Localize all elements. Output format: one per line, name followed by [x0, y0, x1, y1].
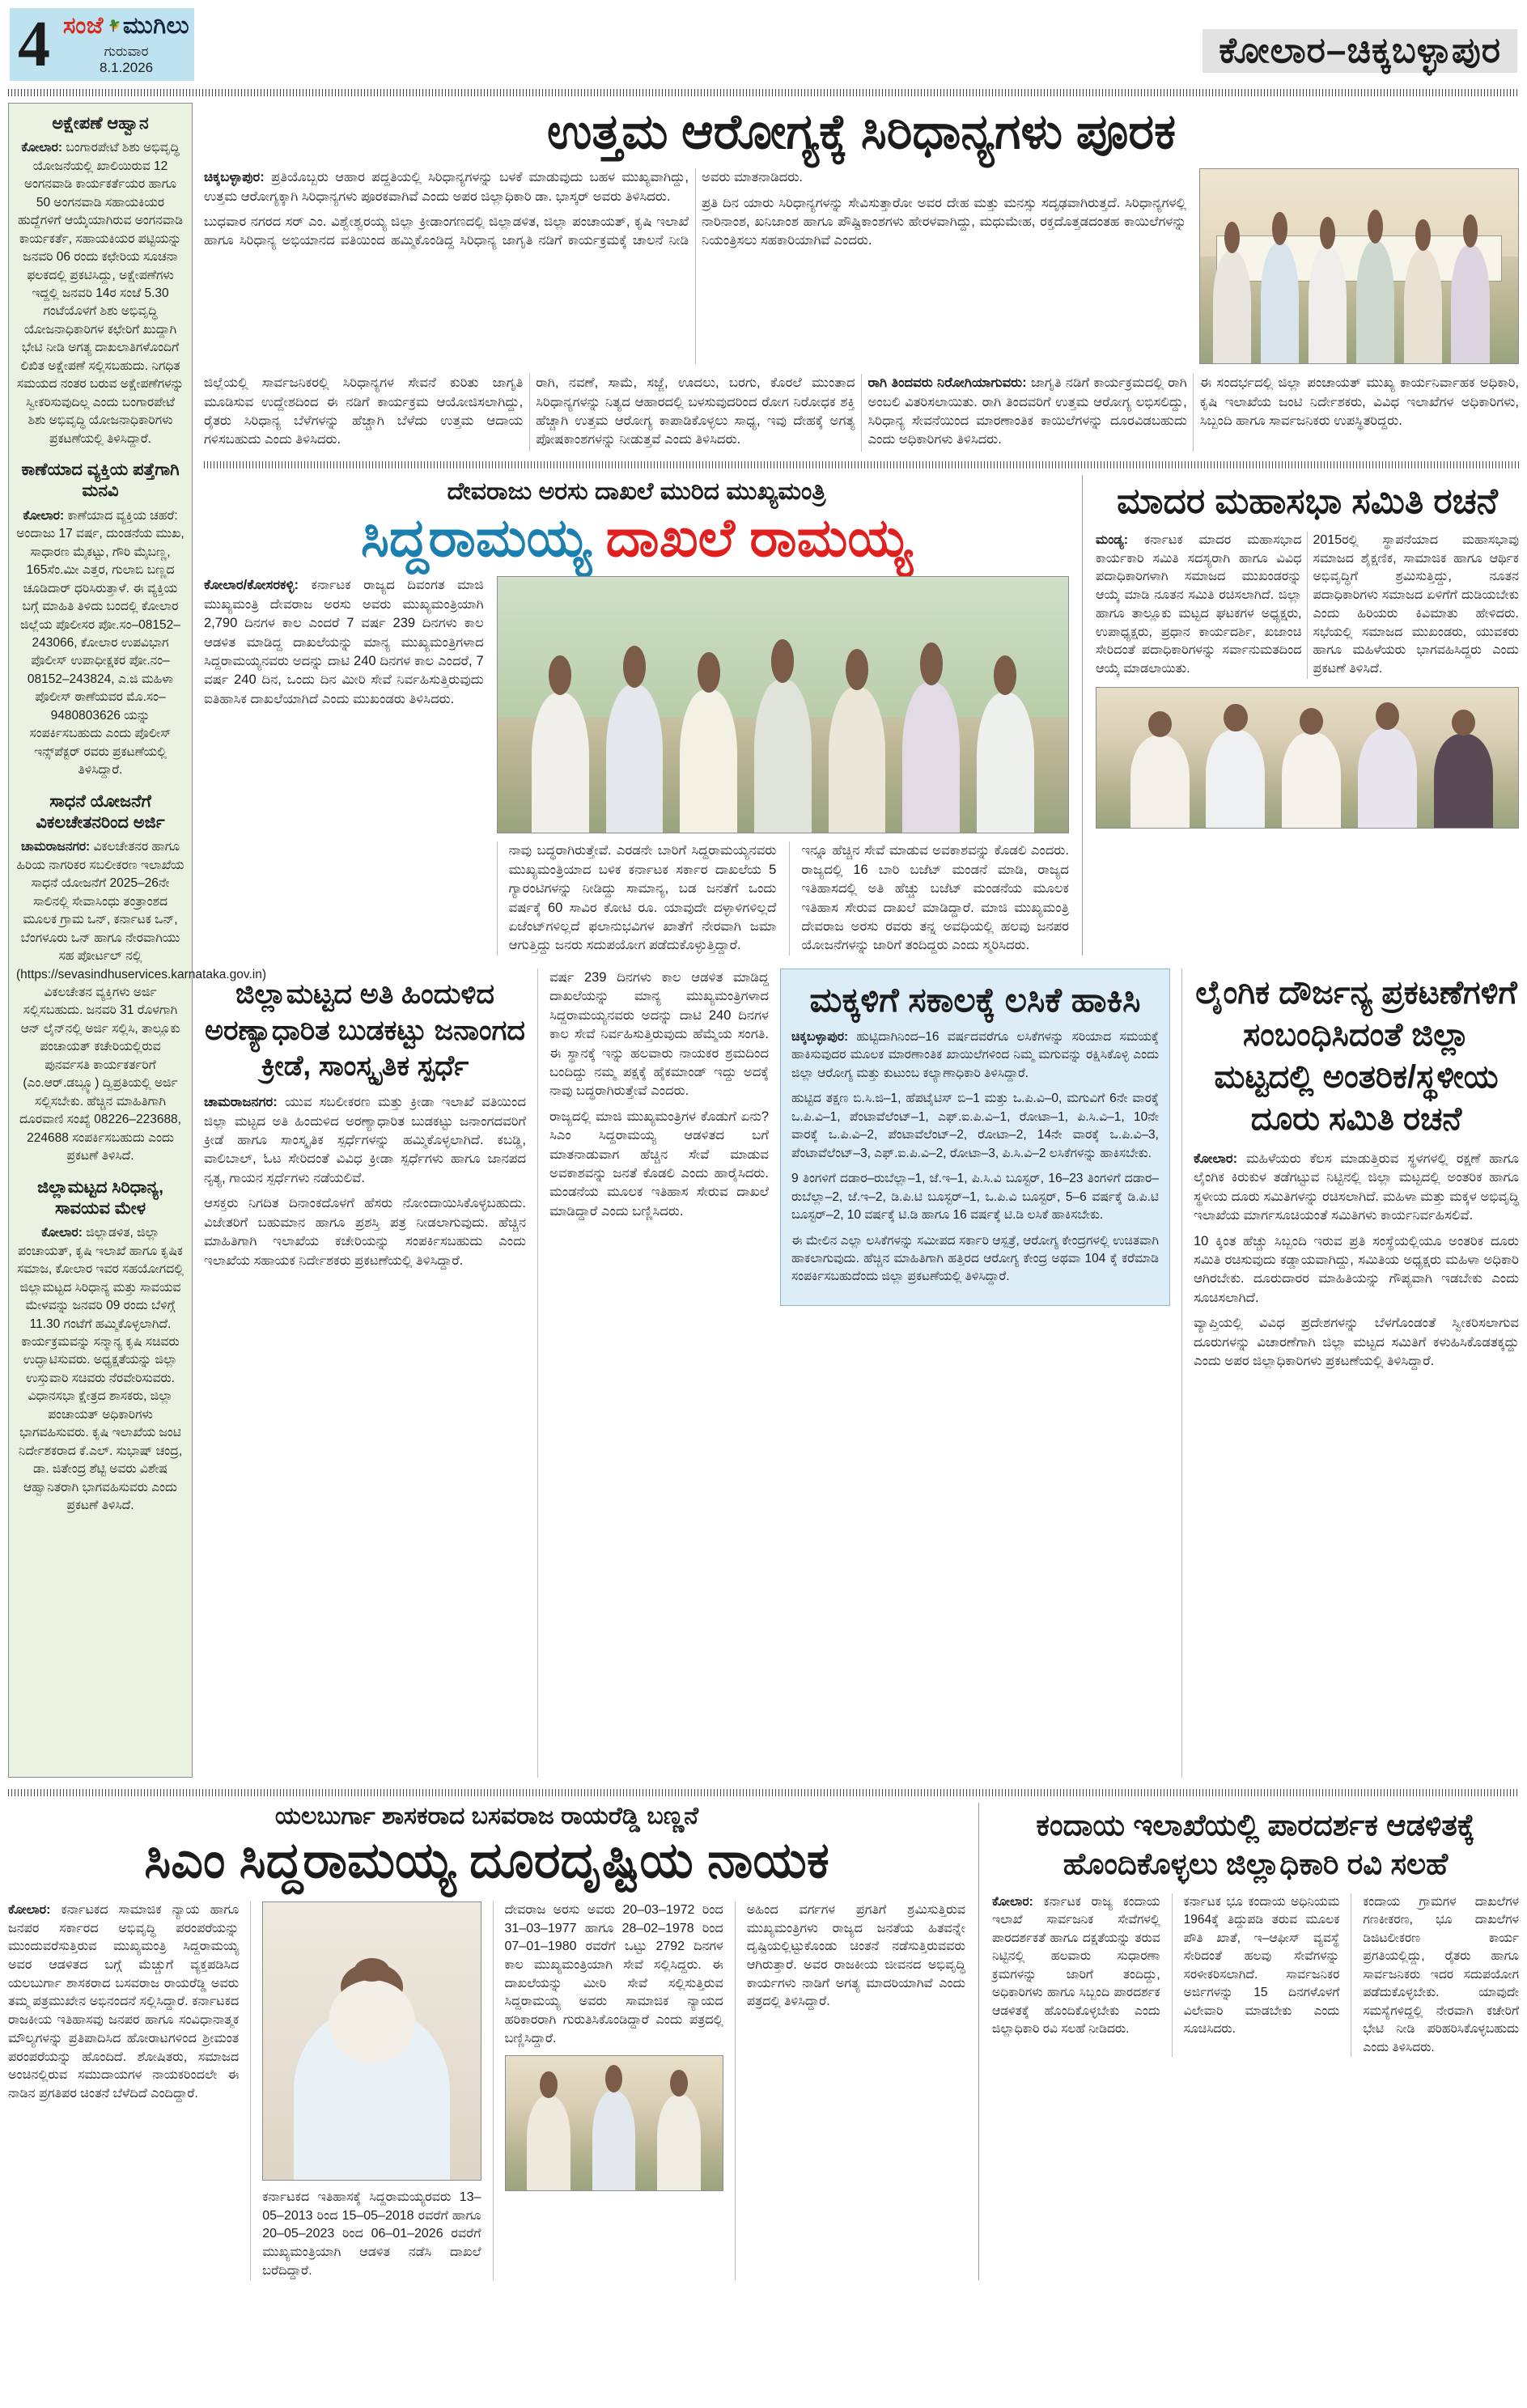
paragraph: [204, 576, 484, 709]
brief-dateline: ಕೋಲಾರ:: [41, 1226, 83, 1240]
tribal-headline: ಜಿಲ್ಲಾಮಟ್ಟದ ಅತಿ ಹಿಂದುಳಿದ ಅರಣ್ಯಾಧಾರಿತ ಬುಡಕಟ್ಟು ಜನಾಂಗದ ಕ್ರೀಡೆ, ಸಾಂಸ್ಕೃತಿಕ ಸ್ಪರ್ಧೆ: [204, 977, 526, 1083]
millets-walkathon-photo: [1199, 168, 1519, 364]
person-figure: [1358, 728, 1417, 828]
person-figure: [1213, 251, 1251, 363]
cm-article-body: [8, 1901, 965, 2281]
record-headline-red: ದಾಖಲೆ ರಾಮಯ್ಯ: [605, 507, 913, 568]
horizontal-rule-bottom: [8, 1789, 1519, 1796]
second-row: [204, 475, 1519, 956]
revenue-article-body: [992, 1893, 1519, 2057]
record-kicker: ದೇವರಾಜು ಅರಸು ದಾಖಲೆ ಮುರಿದ ಮುಖ್ಯಮಂತ್ರಿ: [447, 478, 826, 506]
main-area: [204, 103, 1519, 1778]
brief-item: [16, 113, 185, 448]
siddaramaiah-portrait-photo: [262, 1901, 481, 2181]
brief-text: ಜಿಲ್ಲಾಡಳಿತ, ಜಿಲ್ಲಾ ಪಂಚಾಯತ್, ಕೃಷಿ ಇಲಾಖೆ ಹಾಗೂ ಕೃಷಿಕ ಸಮಾಜ, ಕೋಲಾರ ಇವರ ಸಹಯೋಗದಲ್ಲಿ ಜಿಲ್ಲಾಮಟ್ಟದ ಸಿರಿಧಾನ್ಯ ಮತ್ತು ಸಾವಯವ ಮೇಳವನ್ನು ಜನವರಿ 09 ರಂದು ಬೆಳಿಗ್ಗೆ 11.30 ಗಂಟೆಗೆ ಹಮ್ಮಿಕೊಳ್ಳಲಾಗಿದೆ. ಕಾರ್ಯಕ್ರಮವನ್ನು ಸನ್ಮಾನ್ಯ ಕೃಷಿ ಸಚಿವರು ಉದ್ಘಾಟಿಸುವರು. ಅಧ್ಯಕ್ಷತೆಯನ್ನು ಜಿಲ್ಲಾ ಉಸ್ತುವಾರಿ ಸಚಿವರು ನೆರವೇರಿಸುವರು. ವಿಧಾನಸಭಾ ಕ್ಷೇತ್ರದ ಶಾಸಕರು, ಜಿಲ್ಲಾ ಪಂಚಾಯತ್ ಅಧಿಕಾರಿಗಳು ಭಾಗವಹಿಸುವರು. ಕೃಷಿ ಇಲಾಖೆಯ ಜಂಟಿ ನಿರ್ದೇಶಕರಾದ ಕೆ.ಎಲ್. ಸುಭಾಷ್ ಚಂದ್ರ, ಡಾ. ಜಿತೇಂದ್ರ ಶೆಟ್ಟಿ ಅವರು ವಿಶೇಷ ಆಹ್ವಾನಿತರಾಗಿ ಭಾಗವಹಿಸುವರು ಎಂದು ಪ್ರಕಟಣೆ ತಿಳಿಸಿದೆ.: [17, 1226, 184, 1513]
person-figure: [829, 687, 886, 833]
paragraph: ಕರ್ನಾಟಕ ಭೂ ಕಂದಾಯ ಅಧಿನಿಯಮ 1964ಕ್ಕೆ ತಿದ್ದುಪಡಿ ತರುವ ಮೂಲಕ ಪೌತಿ ಖಾತೆ, ಇ–ಆಫೀಸ್ ವ್ಯವಸ್ಥೆ ಸೇರಿದಂತೆ ಹಲವು ಸೇವೆಗಳನ್ನು ಸರಳೀಕರಿಸಲಾಗಿದೆ. ಸಾರ್ವಜನಿಕರ ಅರ್ಜಿಗಳನ್ನು 15 ದಿನಗಳೊಳಗೆ ವಿಲೇವಾರಿ ಮಾ‍ಡಬೇಕು ಎಂದು ಸೂಚಿಸಿದರು.: [1183, 1895, 1340, 2037]
paragraph: ಆಸಕ್ತರು ನಿಗದಿತ ದಿನಾಂಕದೊಳಗೆ ಹೆಸರು ನೋಂದಾಯಿಸಿಕೊಳ್ಳಬಹುದು. ವಿಜೇತರಿಗೆ ಬಹುಮಾನ ಹಾಗೂ ಪ್ರಶಸ್ತಿ ಪತ್ರ ನೀಡಲಾಗುವುದು. ಹೆಚ್ಚಿನ ಮಾಹಿತಿಗಾಗಿ ಇಲಾಖೆಯ ಕಚೇರಿಯನ್ನು ಸಂಪರ್ಕಿಸಬಹುದು ಎಂದು ಇಲಾಖೆಯ ಸಹಾಯಕ ನಿರ್ದೇಶಕರು ಪ್ರಕಟಣೆಯಲ್ಲಿ ತಿಳಿಸಿದ್ದಾರೆ.: [204, 1196, 526, 1268]
paper-title-black: ಮುಗಿಲು: [122, 13, 190, 40]
inline-subhead: ರಾಗಿ ತಿಂದವರು ನಿರೋಗಿಯಾಗುವರು:: [867, 375, 1027, 391]
brief-text: ಬಂಗಾರಪೇಟೆ ಶಿಶು ಅಭಿವೃದ್ಧಿ ಯೋಜನೆಯಲ್ಲಿ ಖಾಲಿಯಿರುವ 12 ಅಂಗನವಾಡಿ ಕಾರ್ಯಕರ್ತೆಯರ ಹಾಗೂ 50 ಅಂಗನವಾಡಿ ಸಹಾಯಕಿಯರ ಹುದ್ದೆಗಳಿಗೆ ಆಯ್ಕೆಯಾಗಿರುವ ಅಂಗನವಾಡಿ ಕಾರ್ಯಕರ್ತೆ, ಸಹಾಯಕಿಯರ ಪಟ್ಟಿಯನ್ನು ಜನವರಿ 06 ರಂದು ಕಛೇರಿಯ ಸೂಚನಾ ಫಲಕದಲ್ಲಿ ಪ್ರಕಟಿಸಿದ್ದು, ಅಕ್ಷೇಪಣೆಗಳು ಇದ್ದಲ್ಲಿ ಜನವರಿ 14ರ ಸಂಜೆ 5.30 ಗಂಟೆಯೊಳಗೆ ಶಿಶು ಅಭಿವೃದ್ಧಿ ಯೋಜನಾಧಿಕಾರಿಗಳ ಕಛೇರಿಗೆ ಖುದ್ದಾಗಿ ಭೇಟಿ ನೀಡಿ ಅಗತ್ಯ ದಾಖಲಾತಿಗಳೊಂದಿಗೆ ಲಿಖಿತ ಅಕ್ಷೇಪಣೆ ಸಲ್ಲಿಸಬಹುದು. ನಿಗಧಿತ ಸಮಯದ ನಂತರ ಬರುವ ಅಕ್ಷೇಪಣೆಗಳನ್ನು ಸ್ವೀಕರಿಸುವುದಿಲ್ಲ ಎಂದು ಬಂಗಾರಪೇಟೆ ಶಿಶು ಅಭಿವೃದ್ಧಿ ಯೋಜನಾಧಿಕಾರಿಗಳು ಪ್ರಕಟಣೆಯಲ್ಲಿ ತಿಳಿಸಿದ್ದಾರೆ.: [16, 141, 185, 446]
person-figure: [1356, 241, 1394, 363]
person-figure: [1309, 247, 1347, 363]
paragraph: ರಾಗಿ, ನವಣೆ, ಸಾಮೆ, ಸಜ್ಜೆ, ಊದಲು, ಬರಗು, ಕೊರಲೆ ಮುಂತಾದ ಸಿರಿಧಾನ್ಯಗಳನ್ನು ನಿತ್ಯದ ಆಹಾರದಲ್ಲಿ ಬಳಸುವುದರಿಂದ ರೋಗ ನಿರೋಧಕ ಶಕ್ತಿ ಹೆಚ್ಚಾಗಿ ಉತ್ತಮ ಆರೋಗ್ಯ ಕಾಪಾಡಿಕೊಳ್ಳಲು ಸಾಧ್ಯ, ಇವು ದೇಹಕ್ಕೆ ಅಗತ್ಯ ಪೋಷಕಾಂಶಗಳನ್ನು ನೀಡುತ್ತವೆ ಎಂದು ತಿಳಿಸಿದರು.: [536, 375, 855, 447]
paragraph: [868, 374, 1187, 450]
paragraph: [992, 1893, 1160, 2039]
revenue-col-1: [992, 1893, 1160, 2057]
lead-headline: ಉತ್ತಮ ಆರೋಗ್ಯಕ್ಕೆ ಸಿರಿಧಾನ್ಯಗಳು ಪೂರಕ: [546, 104, 1177, 159]
harassment-headline: ಲೈಂಗಿಕ ದೌರ್ಜನ್ಯ ಪ್ರಕಟಣೆಗಳಿಗೆ ಸಂಬಂಧಿಸಿದಂತೆ ಜಿಲ್ಲಾ ಮಟ್ಟದಲ್ಲಿ ಅಂತರಿಕ/ಸ್ಥಳೀಯ ದೂರು ಸಮಿತಿ ರಚನೆ: [1195, 974, 1517, 1137]
cm-headline: ಸಿಎಂ ಸಿದ್ದರಾಮಯ್ಯ ದೂರದೃಷ್ಟಿಯ ನಾಯಕ: [144, 1832, 829, 1889]
paragraph: ವರ್ಷ 239 ದಿನಗಳು ಕಾಲ ಆಡಳಿತ ಮಾಡಿದ್ದ ದಾಖಲೆಯನ್ನು ಮಾನ್ಯ ಮುಖ್ಯಮಂತ್ರಿಗಳಾದ ಸಿದ್ದರಾಮಯ್ಯನವರು ಅದನ್ನು ದಾಟಿ 240 ದಿನಗಳ ಕಾಲ ಸೇವೆ ನಿರ್ವಹಿಸುತ್ತಿರುವುದು ಹೆಮ್ಮೆಯ ಸಂಗತಿ. ಈ ಸ್ಥಾನಕ್ಕೆ ಇನ್ನು ಹಲವಾರು ನಾಯಕರ ಶ್ರಮದಿಂದ ಬಂದಿದ್ದು ನಮ್ಮ ಪಕ್ಷಕ್ಕೆ ಹೈಕಮಾಂಡ್ ಇದ್ದು ಅದಕ್ಕೆ ನಾವು ಬದ್ಧರಾಗಿರುತ್ತೇವೆ ಎಂದರು.: [549, 969, 769, 1099]
person-figure: [606, 685, 664, 833]
vaccine-box: [780, 969, 1170, 1306]
brief-title: ಕಾಣೆಯಾದ ವ್ಯಕ್ತಿಯ ಪತ್ತೆಗಾಗಿ ಮನವಿ: [21, 460, 180, 501]
revenue-headline: ಕಂದಾಯ ಇಲಾಖೆಯಲ್ಲಿ ಪಾರದರ್ಶಕ ಆಡಳಿತಕ್ಕೆ ಹೊಂದಿಕೊಳ್ಳಲು ಜಿಲ್ಲಾಧಿಕಾರಿ ರವಿ ಸಲಹೆ: [1036, 1808, 1475, 1880]
paragraph: [204, 1093, 526, 1188]
paragraph: ಪ್ರತಿ ದಿನ ಯಾರು ಸಿರಿಧಾನ್ಯಗಳನ್ನು ಸೇವಿಸುತ್ತಾರೋ ಅವರ ದೇಹ ಮತ್ತು ಮನಸ್ಸು ಸದೃಢವಾಗಿರುತ್ತದೆ. ಸಿರಿಧಾನ್ಯಗಳಲ್ಲಿ ನಾರಿನಾಂಶ, ಖನಿಜಾಂಶ ಹಾಗೂ ಪೌಷ್ಟಿಕಾಂಶಗಳು ಹೇರಳವಾಗಿದ್ದು, ಮಧುಮೇಹ, ರಕ್ತದೊತ್ತಡದಂತಹ ಕಾಯಿಲೆಗಳನ್ನು ನಿಯಂತ್ರಿಸಲು ಸಹಕಾರಿಯಾಗಿವೆ ಎಂದರು.: [702, 195, 1186, 248]
person-figure: [977, 693, 1034, 833]
person-figure: [1404, 249, 1442, 364]
body-text: ಕರ್ನಾಟಕದ ಸಾಮಾಜಿಕ ನ್ಯಾಯ ಹಾಗೂ ಜನಪರ ಸರ್ಕಾರದ ಅಭಿವೃದ್ಧಿ ಪರಂಪರೆಯನ್ನು ಮುಂದುವರೆಸುತ್ತಿರುವ ಮುಖ್ಯಮಂತ್ರಿ ಸಿದ್ದರಾಮಯ್ಯ ಅವರ ಆಡಳಿತದ ಬಗ್ಗೆ ಮೆಚ್ಚುಗೆ ವ್ಯಕ್ತಪಡಿಸಿದ ಯಲಬುರ್ಗಾ ಶಾಸಕರಾದ ಬಸವರಾಜ ರಾಯರೆಡ್ಡಿ ಅವರು ತಮ್ಮ ಪತ್ರಮುಖೇನ ಅಭಿನಂದನೆ ಸಲ್ಲಿಸಿದ್ದಾರೆ. ಕರ್ನಾಟಕದ ರಾಜಕೀಯ ಇತಿಹಾಸವು ಜನಪರ ಹಾಗೂ ಸಂವಿಧಾನಾತ್ಮಕ ಮೌಲ್ಯಗಳನ್ನು ಪ್ರತಿಪಾದಿಸಿದ ಹೋರಾಟಗಳಿಂದ ಶ್ರೀಮಂತ ಪರಂಪರೆಯನ್ನು ಹೊಂದಿದೆ. ಶೋಷಿತರು, ಸಮಾಜದ ಅಂಚಿನಲ್ಲಿರುವ ಸಮುದಾಯಗಳ ನಾಯಕರಿಂದಲೇ ಈ ನಾಡಿನ ಪ್ರಗತಿಪರ ಚಿಂತನೆ ಬೆಳೆದಿದೆ ಎಂದಿದ್ದಾರೆ.: [8, 1902, 240, 2101]
person-figure: [527, 2096, 571, 2190]
page-number: 4: [18, 9, 50, 80]
madara-committee-photo: [1096, 687, 1519, 829]
person-figure: [1451, 245, 1489, 363]
paragraph: [204, 168, 689, 206]
cm-col-1: [8, 1901, 239, 2281]
third-row: [204, 969, 1519, 1778]
cm-col-4: [735, 1901, 965, 2281]
record-headline: [204, 509, 1069, 566]
person-figure: [1434, 734, 1493, 828]
dateline: ಚಿಕ್ಕಬಳ್ಳಾಪುರ:: [791, 1029, 849, 1044]
brief-title: ಸಾಧನೆ ಯೋಜನೆಗೆ ವಿಕಲಚೇತನರಿಂದ ಅರ್ಜಿ: [36, 791, 165, 832]
paragraph: ನಾವು ಬದ್ಧರಾಗಿರುತ್ತೇವೆ. ಎರಡನೇ ಬಾರಿಗೆ ಸಿದ್ದರಾಮಯ್ಯನವರು ಮುಖ್ಯಮಂತ್ರಿಯಾದ ಬಳಿಕ ಕರ್ನಾಟಕ ಸರ್ಕಾರ ದಾಖಲೆಯ 5 ಗ್ಯಾರಂಟಿಗಳನ್ನು ನೀಡಿದ್ದು ಸಾಮಾನ್ಯ, ಬಡ ಜನತೆಗೆ ಒಂದು ವರ್ಷಕ್ಕೆ 60 ಸಾವಿರ ಕೋಟಿ ರೂ. ಯಾವುದೇ ದಳ್ಳಾಳಿಗಳಿಲ್ಲದೆ ಏಜೆಂಟ್‌ಗಳಿಲ್ಲದೆ ಫಲಾನುಭವಿಗಳ ಖಾತೆಗೆ ನೇರವಾಗಿ ಜಮಾ ಆಗುತ್ತಿದ್ದು ಜನರು ಸದುಪಯೋಗ ಪಡೆದುಕೊಳ್ಳುತ್ತಿದ್ದಾರೆ.: [508, 843, 777, 953]
body-text: ಯುವ ಸಬಲೀಕರಣ ಮತ್ತು ಕ್ರೀಡಾ ಇಲಾಖೆ ವತಿಯಿಂದ ಜಿಲ್ಲಾ ಮಟ್ಟದ ಅತಿ ಹಿಂದುಳಿದ ಅರಣ್ಯಾಧಾರಿತ ಬುಡಕಟ್ಟು ಜನಾಂಗದವರಿಗೆ ಕ್ರೀಡೆ ಹಾಗೂ ಸಾಂಸ್ಕೃತಿಕ ಸ್ಪರ್ಧೆಗಳನ್ನು ಹಮ್ಮಿಕೊಳ್ಳಲಾಗಿದೆ. ಕಬಡ್ಡಿ, ವಾಲಿಬಾಲ್, ಓಟ ಸೇರಿದಂತೆ ವಿವಿಧ ಕ್ರೀಡಾ ಸ್ಪರ್ಧೆಗಳು ಹಾಗೂ ಜಾನಪದ ನೃತ್ಯ, ಗಾಯನ ಸ್ಪರ್ಧೆಗಳು ನಡೆಯಲಿವೆ.: [204, 1095, 526, 1185]
dateline: ಮಂಡ್ಯ:: [1096, 533, 1129, 548]
paragraph: ಇನ್ನೂ ಹೆಚ್ಚಿನ ಸೇವೆ ಮಾಡುವ ಅವಕಾಶವನ್ನು ಕೊಡಲಿ ಎಂದರು. ರಾಜ್ಯದಲ್ಲಿ 16 ಬಾರಿ ಬಜೆಟ್ ಮಂಡನೆ ಮಾಡಿ, ರಾಜ್ಯದ ಇತಿಹಾಸದಲ್ಲಿ ಅತಿ ಹೆಚ್ಚು ಬಜೆಟ್ ಮಂಡನೆಯ ಮೂಲಕ ಇತಿಹಾಸ ಸೇರುವ ದಾಖಲೆ ಮಾಡಿದ್ದಾರೆ. ಮಾಜಿ ಮುಖ್ಯಮಂತ್ರಿ ದೇವರಾಜ ಅರಸು ರವರು ತನ್ನ ಅವಧಿಯಲ್ಲಿ ಹಲವು ಜನಪರ ಯೋಜನೆಗಳನ್ನು ಜಾರಿಗೆ ತಂದಿದ್ದರು ಎಂದು ಸ್ಮರಿಸಿದರು.: [801, 843, 1069, 953]
record-article-continuation: [537, 969, 769, 1778]
page-header: [8, 5, 1519, 86]
revenue-col-2: [1172, 1893, 1340, 2057]
person-figure: [592, 2091, 636, 2190]
person-figure: [902, 682, 960, 833]
brief-title: ಅಕ್ಷೇಪಣೆ ಆಹ್ವಾನ: [52, 114, 149, 133]
harassment-article: [1181, 969, 1519, 1778]
madara-article-body: [1096, 532, 1519, 679]
brief-dateline: ಚಾಮರಾಜನಗರ:: [20, 840, 91, 854]
lead-article: [204, 103, 1519, 451]
vaccine-article: [780, 969, 1170, 1778]
paragraph: ಈ ಸಂದರ್ಭದಲ್ಲಿ ಜಿಲ್ಲಾ ಪಂಚಾಯತ್ ಮುಖ್ಯ ಕಾರ್ಯನಿರ್ವಾಹಕ ಅಧಿಕಾರಿ, ಕೃಷಿ ಇಲಾಖೆಯ ಜಂಟಿ ನಿರ್ದೇಶಕರು, ವಿವಿಧ ಇಲಾಖೆಗಳ ಅಧಿಕಾರಿಗಳು, ಸಿಬ್ಬಂದಿ ಹಾಗೂ ಸಾರ್ವಜನಿಕರು ಉಪಸ್ಥಿತರಿದ್ದರು.: [1199, 375, 1519, 429]
masthead-date: 8.1.2026: [99, 59, 154, 75]
lead-article-body: [204, 374, 1519, 451]
letter-presentation-photo: [505, 2055, 723, 2191]
tribal-article: [204, 969, 526, 1778]
person-figure: [754, 680, 812, 833]
content-top: [8, 103, 1519, 1778]
paragraph: ಕಂದಾಯ ಗ್ರಾಮಗಳ ದಾಖಲೆಗಳ ಗಣಕೀಕರಣ, ಭೂ ದಾಖಲೆಗಳ ಡಿಜಿಟಲೀಕರಣ ಕಾರ್ಯ ಪ್ರಗತಿಯಲ್ಲಿದ್ದು, ರೈತರು ಹಾಗೂ ಸಾರ್ವಜನಿಕರು ಇದರ ಸದುಪಯೋಗ ಪಡೆದುಕೊಳ್ಳಬೇಕು. ಯಾವುದೇ ಸಮಸ್ಯೆಗಳಿದ್ದಲ್ಲಿ ನೇರವಾಗಿ ಕಚೇರಿಗೆ ಭೇಟಿ ನೀಡಿ ಪರಿಹರಿಸಿಕೊಳ್ಳಬಹುದು ಎಂದು ತಿಳಿಸಿದರು.: [1363, 1895, 1519, 2054]
paragraph: 10 ಕ್ಕಿಂತ ಹೆಚ್ಚು ಸಿಬ್ಬಂದಿ ಇರುವ ಪ್ರತಿ ಸಂಸ್ಥೆಯಲ್ಲಿಯೂ ಅಂತರಿಕ ದೂರು ಸಮಿತಿ ರಚಿಸುವುದು ಕಡ್ಡಾಯವಾಗಿದ್ದು, ಸಮಿತಿಯ ಅಧ್ಯಕ್ಷರು ಮಹಿಳಾ ಅಧಿಕಾರಿ ಆಗಿರಬೇಕು. ದೂರುದಾರರ ಮಾಹಿತಿಯನ್ನು ಗೌಪ್ಯವಾಗಿ ಇಡಬೇಕು ಎಂದು ಸೂಚಿಸಲಾಗಿದೆ.: [1194, 1233, 1519, 1305]
person-figure: [1130, 736, 1190, 828]
body-text: ಕರ್ನಾಟಕ ರಾಜ್ಯದ ದಿವಂಗತ ಮಾಜಿ ಮುಖ್ಯಮಂತ್ರಿ ದೇವರಾಜ ಅರಸು ಅವರು ಮುಖ್ಯಮಂತ್ರಿಯಾಗಿ 2,790 ದಿನಗಳ ಕಾಲ ಎಂದರೆ 7 ವರ್ಷ 239 ದಿನಗಳು ಕಾಲ ಆಡಳಿತ ಮಾಡಿದ್ದ ದಾಖಲೆಯನ್ನು ಮಾನ್ಯ ಮುಖ್ಯಮಂತ್ರಿಗಳಾದ ಸಿದ್ದರಾಮಯ್ಯನವರು ಅದನ್ನು ದಾಟಿ 240 ದಿನಗಳ ಕಾಲ ಎಂದರೆ, 7 ವರ್ಷ 240 ದಿನ, ಒಂದು ದಿನ ಮೀರಿ ಸೇವೆ ನಿರ್ವಹಿಸುತ್ತಿರುವುದು ಐತಿಹಾಸಿಕ ದಾಖಲೆಯಾಗಿದೆ ಎಂದು ಮುಖಂಡರು ತಿಳಿಸಿದರು.: [204, 578, 484, 706]
cm-col-2: [250, 1901, 481, 2281]
madara-article: [1082, 475, 1519, 956]
body-text: ಪ್ರತಿಯೊಬ್ಬರು ಆಹಾರ ಪದ್ದತಿಯಲ್ಲಿ ಸಿರಿಧಾನ್ಯಗಳನ್ನು ಬಳಕೆ ಮಾಡುವುದು ಬಹಳ ಮುಖ್ಯವಾಗಿದ್ದು, ಉತ್ತಮ ಆರೋಗ್ಯಕ್ಕಾಗಿ ಸಿರಿಧಾನ್ಯಗಳು ಪೂರಕವಾಗಿವೆ ಎಂದು ಅಪರ ಜಿಲ್ಲಾಧಿಕಾರಿ ಡಾ. ಭಾಸ್ಕರ್ ಅವರು ತಿಳಿಸಿದರು.: [204, 170, 689, 204]
person-figure: [1282, 732, 1341, 828]
record-col-1: [204, 576, 484, 956]
brief-text: ಕಾಣೆಯಾದ ವ್ಯಕ್ತಿಯ ಚಹರೆ: ಅಂದಾಜು 17 ವರ್ಷ, ದುಂಡನೆಯ ಮುಖ, ಸಾಧಾರಣ ಮೈಕಟ್ಟು, ಗೌರಿ ಮೈಬಣ್ಣ, 165ಸೆಂ.ಮೀ ಎತ್ತರ, ಗುಲಾಬಿ ಬಣ್ಣದ ಚೂಡಿದಾರ್ ಧರಿಸಿರುತ್ತಾಳೆ. ಈ ವ್ಯಕ್ತಿಯ ಬಗ್ಗೆ ಮಾಹಿತಿ ತಿಳಿದು ಬಂದಲ್ಲಿ ಕೋಲಾರ ಜಿಲ್ಲೆಯ ಪೊಲೀಸರ ಪೋ.ಸಂ–08152–243066, ಕೋಲಾರ ಉಪವಿಭಾಗ ಪೊಲೀಸ್ ಉಪಾಧೀಕ್ಷಕರ ಪೋ.ನಂ–08152–243824, ಎ.ಜಿ ಮಹಿಳಾ ಪೊಲೀಸ್ ಠಾಣೆಯವರ ಮೊ.ಸಂ–9480803626 ಯನ್ನು ಸಂಪರ್ಕಿಸಬಹುದು ಎಂದು ಪೊಲೀಸ್ ಇನ್ಸ್‌ಪೆಕ್ಟರ್ ರವರು ಪ್ರಕಟಣೆಯಲ್ಲಿ ತಿಳಿಸಿದ್ದಾರೆ.: [16, 508, 185, 778]
horizontal-rule: [204, 461, 1519, 468]
dateline: ಕೋಲಾರ:: [992, 1895, 1033, 1910]
dateline: ಚಾಮರಾಜನಗರ:: [204, 1095, 278, 1110]
paragraph: ದೇವರಾಜ ಅರಸು ಅವರು 20–03–1972 ರಿಂದ 31–03–1977 ಹಾಗೂ 28–02–1978 ರಿಂದ 07–01–1980 ರವರೆಗೆ ಒಟ್ಟು 2792 ದಿನಗಳ ಕಾಲ ಮುಖ್ಯಮಂತ್ರಿಯಾಗಿ ಸೇವೆ ಸಲ್ಲಿಸಿದ್ದರು. ಈ ದಾಖಲೆಯನ್ನು ಮೀರಿ ಸೇವೆ ಸಲ್ಲಿಸುತ್ತಿರುವ ಸಿದ್ದರಾಮಯ್ಯ ಅವರು ಸಾಮಾಜಿಕ ನ್ಯಾಯದ ಹರಿಕಾರರಾಗಿ ಗುರುತಿಸಿಕೊಂಡಿದ್ದಾರೆ ಎಂದು ಪತ್ರದಲ್ಲಿ ಬಣ್ಣಿಸಿದ್ದಾರೆ.: [504, 1902, 723, 2046]
person-figure: [1206, 730, 1265, 828]
lead-article-intro: [204, 168, 1186, 364]
madara-headline: ಮಾದರ ಮಹಾಸಭಾ ಸಮಿತಿ ರಚನೆ: [1117, 481, 1498, 522]
paragraph: ಜಿಲ್ಲೆಯಲ್ಲಿ ಸಾರ್ವಜನಿಕರಲ್ಲಿ ಸಿರಿಧಾನ್ಯಗಳ ಸೇವನೆ ಕುರಿತು ಜಾಗೃತಿ ಮೂಡಿಸುವ ಉದ್ದೇಶದಿಂದ ಈ ನಡಿಗೆ ಕಾರ್ಯಕ್ರಮ ಆಯೋಜಿಸಲಾಗಿದ್ದು, ರೈತರು ಸಿರಿಧಾನ್ಯ ಬೆಳೆಗಳನ್ನು ಹೆಚ್ಚಾಗಿ ಬೆಳೆದು ಉತ್ತಮ ಆದಾಯ ಗಳಿಸಬಹುದು ಎಂದು ತಿಳಿಸಿದರು.: [204, 375, 524, 447]
region-label: ಕೋಲಾರ–ಚಿಕ್ಕಬಳ್ಳಾಪುರ: [1203, 29, 1517, 73]
paragraph: ಅಹಿಂದ ವರ್ಗಗಳ ಪ್ರಗತಿಗೆ ಶ್ರಮಿಸುತ್ತಿರುವ ಮುಖ್ಯಮಂತ್ರಿಗಳು ರಾಜ್ಯದ ಜನತೆಯ ಹಿತವನ್ನೇ ದೃಷ್ಟಿಯಲ್ಲಿಟ್ಟುಕೊಂಡು ಚಿಂತನೆ ನಡೆಸುತ್ತಿರುವವರು ಆಗಿರುತ್ತಾರೆ. ಅವರ ರಾಜಕೀಯ ಜೀವನದ ಅಭಿವೃದ್ಧಿ ಕಾರ್ಯಗಳು ನಾಡಿಗೆ ಅಗತ್ಯ ಮಾದರಿಯಾಗಿವೆ ಎಂದು ಪತ್ರದಲ್ಲಿ ತಿಳಿಸಿದ್ದಾರೆ.: [746, 1902, 965, 2009]
record-event-photo: [497, 576, 1069, 833]
record-article-body: [204, 576, 1069, 956]
paragraph: ರಾಜ್ಯದಲ್ಲಿ ಮಾಜಿ ಮುಖ್ಯಮಂತ್ರಿಗಳ ಕೊಡುಗೆ ಏನು? ಸಿಎಂ ಸಿದ್ದರಾಮಯ್ಯ ಆಡಳಿತದ ಬಗೆ ಮಾತನಾಡುವಾಗ ಹೆಚ್ಚಿನ ಸೇವೆ ಮಾಡುವ ಅವಕಾಶವನ್ನು ಜನತೆ ಕೊಡಲಿ ಎಂದು ಹಾರೈಸಿದರು. ಮಂಡನೆಯ ಮೂಲಕ ಇತಿಹಾಸ ಸೇರುವ ದಾಖಲೆ ಮಾಡಿದ್ದಾರೆ ಎಂದು ಬಣ್ಣಿಸಿದರು.: [549, 1109, 769, 1219]
brief-text: ವಿಕಲಚೇತನರ ಹಾಗೂ ಹಿರಿಯ ನಾಗರಿಕರ ಸಬಲೀಕರಣ ಇಲಾಖೆಯ ಸಾಧನೆ ಯೋಜನೆಗೆ 2025–26ನೇ ಸಾಲಿನಲ್ಲಿ ಸೇವಾಸಿಂಧು ತಂತ್ರಾಂಶದ ಮೂಲಕ ಗ್ರಾಮ ಒನ್, ಕರ್ನಾಟಕ ಒನ್, ಬೆಂಗಳೂರು ಒನ್ ಹಾಗೂ ನೇರವಾಗಿಯು ಸಹ ಪೋರ್ಟಲ್ ನಲ್ಲಿ (https://sevasindhuservices.karnataka.gov.in) ವಿಕಲಚೇತನ ವ್ಯಕ್ತಿಗಳು ಅರ್ಜಿ ಸಲ್ಲಿಸಬಹುದು. ಜನವರಿ 31 ರೊಳಗಾಗಿ ಆನ್ ಲೈನ್‌ನಲ್ಲಿ ಅರ್ಜಿ ಸಲ್ಲಿಸಿ, ತಾಲ್ಲೂಕು ಪಂಚಾಯತ್ ಕಚೇರಿಯಲ್ಲಿರುವ ಪುನರ್ವಸತಿ ಕಾರ್ಯಕರ್ತರಿಗೆ (ಎಂ.ಆರ್.ಡಬ್ಲ್ಯೂ) ದ್ವಿಪ್ರತಿಯಲ್ಲಿ ಅರ್ಜಿ ಸಲ್ಲಿಸಬೇಕು. ಹೆಚ್ಚಿನ ಮಾಹಿತಿಗಾಗಿ ದೂರವಾಣಿ ಸಂಖ್ಯೆ 08226–223688, 224688 ಸಂಪರ್ಕಿಸಬಹುದು ಎಂದು ಪ್ರಕಟಣೆ ತಿಳಿಸಿದೆ.: [16, 840, 267, 1164]
paper-title-red: ಸಂಜೆ: [63, 13, 104, 40]
cm-kicker: ಯಲಬುರ್ಗಾ ಶಾಸಕರಾದ ಬಸವರಾಜ ರಾಯರೆಡ್ಡಿ ಬಣ್ಣನೆ: [274, 1802, 699, 1829]
brief-dateline: ಕೋಲಾರ:: [23, 508, 65, 523]
paragraph: 2015ರಲ್ಲಿ ಸ್ಥಾಪನೆಯಾದ ಮಹಾಸಭಾವು ಸಮಾಜದ ಶೈಕ್ಷಣಿಕ, ಸಾಮಾಜಿಕ ಹಾಗೂ ಆರ್ಥಿಕ ಅಭಿವೃದ್ಧಿಗೆ ಶ್ರಮಿಸುತ್ತಿದ್ದು, ನೂತನ ಪದಾಧಿಕಾರಿಗಳು ಸಮಾಜದ ಏಳಿಗೆಗೆ ದುಡಿಯಬೇಕು ಎಂದು ಹಿರಿಯರು ಕಿವಿಮಾತು ಹೇಳಿದರು. ಸಭೆಯಲ್ಲಿ ಸಮಾಜದ ಮುಖಂಡರು, ಯುವಕರು ಹಾಗೂ ಮಹಿಳೆಯರು ಭಾಗವಹಿಸಿದ್ದರು ಎಂದು ಪ್ರಕಟಣೆ ತಿಳಿಸಿದೆ.: [1313, 533, 1519, 676]
cm-article: [8, 1803, 965, 2281]
dateline: ಕೋಲಾರ:: [8, 1902, 51, 1917]
person-figure: [532, 693, 589, 833]
body-text: ಮಹಿಳೆಯರು ಕೆಲಸ ಮಾಡುತ್ತಿರುವ ಸ್ಥಳಗಳಲ್ಲಿ ರಕ್ಷಣೆ ಹಾಗೂ ಲೈಂಗಿಕ ಕಿರುಕುಳ ತಡೆಗಟ್ಟುವ ನಿಟ್ಟಿನಲ್ಲಿ ಜಿಲ್ಲಾ ಮಟ್ಟದಲ್ಲಿ ಅಂತರಿಕ ಹಾಗೂ ಸ್ಥಳೀಯ ದೂರು ಸಮಿತಿಗಳನ್ನು ರಚಿಸಲಾಗಿದೆ. ಮಹಿಳಾ ಮತ್ತು ಮಕ್ಕಳ ಅಭಿವೃದ್ಧಿ ಇಲಾಖೆಯ ಮಾರ್ಗಸೂಚಿಯಂತೆ ಸಮಿತಿಗಳು ಕಾರ್ಯನಿರ್ವಹಿಸಲಿವೆ.: [1194, 1151, 1519, 1223]
person-figure: [680, 689, 737, 833]
dateline: ಕೋಲಾರ/ಕೋಸರಕಳ್ಳಿ:: [204, 578, 299, 593]
paragraph: ವ್ಯಾಪ್ತಿಯಲ್ಲಿ ವಿವಿಧ ಪ್ರದೇಶಗಳನ್ನು ಬೆಳಗೊಂಡಂತೆ ಸ್ವೀಕರಿಸಲಾಗುವ ದೂರುಗಳನ್ನು ವಿಚಾರಣೆಗಾಗಿ ಜಿಲ್ಲಾ ಮಟ್ಟದ ಸಮಿತಿಗೆ ಕಳುಹಿಸಿಕೊಡತಕ್ಕದ್ದು ಎಂದು ಅಪರ ಜಿಲ್ಲಾಧಿಕಾರಿಗಳು ಪ್ರಕಟಣೆಯಲ್ಲಿ ತಿಳಿಸಿದ್ದಾರೆ.: [1194, 1316, 1519, 1369]
brief-body: [16, 1224, 185, 1516]
body-text: ಹುಟ್ಟಿದಾಗಿನಿಂದ–16 ವರ್ಷದವರೆಗೂ ಲಸಿಕೆಗಳನ್ನು ಸರಿಯಾದ ಸಮಯಕ್ಕೆ ಹಾಕಿಸುವುದರ ಮೂಲಕ ಮಾರಣಾಂತಿಕ ಖಾಯಿಲೆಗಳಿಂದ ನಿಮ್ಮ ಮಗುವನ್ನು ರಕ್ಷಿಸಿಕೊಳ್ಳಿ ಎಂದು ಜಿಲ್ಲಾ ಆರೋಗ್ಯ ಮತ್ತು ಕುಟುಂಬ ಕಲ್ಯಾಣಾಧಿಕಾರಿ ತಿಳಿಸಿದ್ದಾರೆ.: [791, 1029, 1159, 1080]
paragraph: ಈ ಮೇಲಿನ ಎಲ್ಲಾ ಲಸಿಕೆಗಳನ್ನು ಸಮೀಪದ ಸರ್ಕಾರಿ ಆಸ್ಪತ್ರೆ, ಆರೋಗ್ಯ ಕೇಂದ್ರಗಳಲ್ಲಿ ಉಚಿತವಾಗಿ ಹಾಕಲಾಗುವುದು. ಹೆಚ್ಚಿನ ಮಾಹಿತಿಗಾಗಿ ಹತ್ತಿರದ ಆರೋಗ್ಯ ಕೇಂದ್ರ ಅಥವಾ 104 ಕ್ಕೆ ಕರೆಮಾಡಿ ಸಂಪರ್ಕಿಸಬಹುದೆಂದು ಜಿಲ್ಲಾ ಪ್ರಕಟಣೆಯಲ್ಲಿ ತಿಳಿಸಿದ್ದಾರೆ.: [791, 1233, 1159, 1284]
brief-body: [16, 507, 185, 780]
brief-title: ಜಿಲ್ಲಾಮಟ್ಟದ ಸಿರಿಧಾನ್ಯ, ಸಾವಯವ ಮೇಳ: [37, 1177, 163, 1218]
revenue-col-3: [1351, 1893, 1519, 2057]
revenue-article: [978, 1803, 1519, 2281]
body-text: ಕರ್ನಾಟಕ ಮಾದರ ಮಹಾಸಭಾದ ಕಾರ್ಯಕಾರಿ ಸಮಿತಿ ಸದಸ್ಯರಾಗಿ ಹಾಗೂ ವಿವಿಧ ಪದಾಧಿಕಾರಿಗಳಾಗಿ ಸಮಾಜದ ಮುಖಂಡರನ್ನು ಆಯ್ಕೆ ಮಾಡಿ ನೂತನ ಸಮಿತಿ ರಚಿಸಲಾಗಿದೆ. ಜಿಲ್ಲಾ ಹಾಗೂ ತಾಲ್ಲೂಕು ಮಟ್ಟದ ಘಟಕಗಳ ಅಧ್ಯಕ್ಷರು, ಉಪಾಧ್ಯಕ್ಷರು, ಪ್ರಧಾನ ಕಾರ್ಯದರ್ಶಿ, ಖಜಾಂಚಿ ಸೇರಿದಂತೆ ಪದಾಧಿಕಾರಿಗಳನ್ನು ಸರ್ವಾನುಮತದಿಂದ ಆಯ್ಕೆ ಮಾಡಲಾಯಿತು.: [1096, 533, 1302, 676]
record-headline-blue: ಸಿದ್ದರಾಮಯ್ಯ: [360, 507, 592, 568]
lead-article-top: [204, 168, 1519, 364]
paragraph: [8, 1901, 239, 2104]
brief-body: [16, 139, 185, 448]
paragraph: ಕರ್ನಾಟಕದ ಇತಿಹಾಸಕ್ಕೆ ಸಿದ್ದರಾಮಯ್ಯರವರು 13–05–2013 ರಿಂದ 15–05–2018 ರವರೆಗೆ ಹಾಗೂ 20–05–2023 ರಿಂದ 06–01–2026 ರವರೆಗೆ ಮುಖ್ಯಮಂತ್ರಿಯಾಗಿ ಆಡಳಿತ ನಡೆಸಿ ದಾಖಲೆ ಬರೆದಿದ್ದಾರೆ.: [262, 2190, 481, 2278]
body-text: ಜಾಗೃತಿ ನಡಿಗೆ ಕಾರ್ಯಕ್ರಮದಲ್ಲಿ ರಾಗಿ ಅಂಬಲಿ ವಿತರಿಸಲಾಯಿತು. ರಾಗಿ ತಿಂದವರಿಗೆ ಉತ್ತಮ ಆರೋಗ್ಯ ಲಭಿಸಲಿದ್ದು, ಸಿರಿಧಾನ್ಯ ಸೇವನೆಯಿಂದ ಮಾರಣಾಂತಿಕ ಕಾಯಿಲೆಗಳನ್ನು ದೂರವಿಡಬಹುದು ಎಂದು ಅಧಿಕಾರಿಗಳು ತಿಳಿಸಿದರು.: [867, 375, 1187, 447]
vaccine-headline: ಮಕ್ಕಳಿಗೆ ಸಕಾಲಕ್ಕೆ ಲಸಿಕೆ ಹಾಕಿಸಿ: [809, 980, 1141, 1019]
bottom-row: [8, 1803, 1519, 2281]
paragraph: ಬುಧವಾರ ನಗರದ ಸರ್ ಎಂ. ವಿಶ್ವೇಶ್ವರಯ್ಯ ಜಿಲ್ಲಾ ಕ್ರೀಡಾಂಗಣದಲ್ಲಿ ಜಿಲ್ಲಾಡಳಿತ, ಜಿಲ್ಲಾ ಪಂಚಾಯತ್, ಕೃಷಿ ಇಲಾಖೆ ಹಾಗೂ ಸಿರಿಧಾನ್ಯ ಅಭಿಯಾನದ ವತಿಯಿಂದ ಹಮ್ಮಿಕೊಂಡಿದ್ದ ಸಿರಿಧಾನ್ಯ ಜಾಗೃತಿ ನಡಿಗೆ ಕಾರ್ಯಕ್ರಮಕ್ಕೆ ಚಾಲನೆ ನೀಡಿ ಅವರು ಮಾತನಾಡಿದರು.: [204, 170, 803, 248]
brief-item: [16, 791, 267, 1166]
masthead-center: [63, 13, 189, 76]
body-text: ಕರ್ನಾಟಕ ರಾಜ್ಯ ಕಂದಾಯ ಇಲಾಖೆ ಸಾರ್ವಜನಿಕ ಸೇವೆಗಳಲ್ಲಿ ಪಾರದರ್ಶಕತೆ ಹಾಗೂ ದಕ್ಷತೆಯನ್ನು ತರುವ ನಿಟ್ಟಿನಲ್ಲಿ ಹಲವಾರು ಸುಧಾರಣಾ ಕ್ರಮಗಳನ್ನು ಜಾರಿಗೆ ತಂದಿದ್ದು, ಅಧಿಕಾರಿಗಳು ಹಾಗೂ ಸಿಬ್ಬಂದಿ ಪಾರದರ್ಶಕ ಆಡಳಿತಕ್ಕೆ ಹೊಂದಿಕೊಳ್ಳಬೇಕು ಎಂದು ಜಿಲ್ಲಾಧಿಕಾರಿ ರವಿ ಸಲಹೆ ನೀಡಿದರು.: [992, 1895, 1160, 2037]
person-figure: [657, 2095, 701, 2190]
brief-item: [16, 1177, 185, 1516]
paragraph: ಹುಟ್ಟಿದ ತಕ್ಷಣ ಬಿ.ಸಿ.ಜಿ–1, ಹೆಪಟೈಟಿಸ್ ಬಿ–1 ಮತ್ತು ಒ.ಪಿ.ವಿ–0, ಮಗುವಿಗೆ 6ನೇ ವಾರಕ್ಕೆ ಒ.ಪಿ.ವಿ–1, ಪೆಂಟಾವೆಲೆಂಟ್–1, ಎಫ್.ಐ.ಪಿ.ವಿ–1, ರೋಟಾ–1, ಪಿ.ಸಿ.ವಿ–1, 10ನೇ ವಾರಕ್ಕೆ ಒ.ಪಿ.ವಿ–2, ಪೆಂಟಾವೆಲೆಂಟ್–2, ರೋಟಾ–2, 14ನೇ ವಾರಕ್ಕೆ ಒ.ಪಿ.ವಿ–3, ಪೆಂಟಾವೆಲೆಂಟ್–3, ಎಫ್.ಐ.ಪಿ.ವಿ–2, ರೋಟಾ–3, ಪಿ.ಸಿ.ವಿ–2 ಲಸಿಕೆಗಳನ್ನು ಹಾಕಿಸಬೇಕು.: [791, 1092, 1159, 1160]
cm-col-3: [493, 1901, 723, 2281]
paragraph: 9 ತಿಂಗಳಿಗೆ ದಡಾರ–ರುಬೆಲ್ಲಾ–1, ಜೆ.ಇ–1, ಪಿ.ಸಿ.ವಿ ಬೂಸ್ಟರ್, 16–23 ತಿಂಗಳಿಗೆ ದಡಾರ–ರುಬೆಲ್ಲಾ–2, ಜೆ.ಇ–2, ಡಿ.ಪಿ.ಟಿ ಬೂಸ್ಟರ್–1, ಒ.ಪಿ.ವಿ ಬೂಸ್ಟರ್, 5–6 ವರ್ಷಕ್ಕೆ ಡಿ.ಪಿ.ಟಿ ಬೂಸ್ಟರ್–2, 10 ವರ್ಷಕ್ಕೆ ಟಿ.ಡಿ ಹಾಗೂ 16 ವರ್ಷಕ್ಕೆ ಟಿ.ಡಿ ಲಸಿಕೆ ಹಾಕಿಸಬೇಕು.: [791, 1172, 1159, 1223]
paper-title: [63, 13, 189, 40]
horizontal-rule-top: [8, 89, 1519, 96]
paragraph: [1194, 1150, 1519, 1226]
brief-item: [16, 460, 185, 780]
paragraph: [1096, 532, 1302, 679]
brief-body: [16, 838, 267, 1165]
person-head: [329, 1980, 415, 2063]
palm-tree-icon: [104, 14, 122, 40]
person-figure: [1261, 243, 1299, 363]
paragraph: [791, 1028, 1159, 1083]
brief-dateline: ಕೋಲಾರ:: [21, 141, 63, 155]
dateline: ಚಿಕ್ಕಬಳ್ಳಾಪುರ:: [204, 170, 265, 185]
record-article: [204, 475, 1069, 956]
record-col-2: [497, 842, 777, 956]
record-col-3: [789, 842, 1069, 956]
masthead-day: ಗುರುವಾರ: [104, 43, 149, 59]
dateline: ಕೋಲಾರ:: [1194, 1151, 1238, 1166]
masthead: [10, 8, 194, 81]
